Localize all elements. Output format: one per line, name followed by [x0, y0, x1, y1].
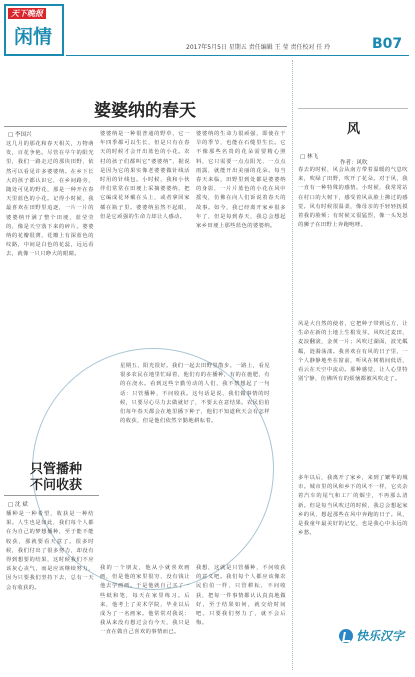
- article3-title-line2: 不问收获: [30, 478, 83, 493]
- article2-title: 风: [347, 122, 361, 137]
- article1-title: 婆婆纳的春天: [94, 101, 196, 121]
- section-brand-box: [4, 4, 64, 56]
- logo-icon: [339, 629, 353, 643]
- article3-author: □ 沈 斌: [8, 502, 28, 508]
- article1-title-rule: [4, 126, 287, 127]
- logo-text: 快乐汉字: [356, 629, 405, 643]
- article3-column-3: 我想，这就是只管播种，不问收获的意义吧。我们每个人都应该像农民伯伯一样，只管耕耘，不问收获，把每一件事情都认认真真地做好，至于结果如何，就交给时间吧。只要我们努力了，就不会后悔。: [196, 565, 286, 627]
- page-number: B07: [372, 36, 403, 52]
- article2-column-1: 春去的时候，风会从南方带着温暖的气息吹来，吹绿了田野，吹开了花朵。对于风，我一直有一种特殊的感情。小时候，我常常站在村口的大树下，感受着风从脸上拂过的感觉。风有时候很温柔，像母亲的手轻轻抚摸着我的脸颊；有时候又很猛烈，像一头发怒的狮子在田野上奔跑咆哮。: [298, 167, 408, 229]
- column-divider: [292, 60, 293, 670]
- article1-headline-bar: [4, 96, 287, 126]
- article2-column-3: 多年以后，我离开了家乡，来到了繁华的城市。城市里的风和乡下的风不一样，它夹杂着汽车的尾气和工厂的烟尘，不再那么清新。但是每当风吹过的时候，我总会想起家乡的风，想起那些在风中奔跑的日子。风，是我童年最美好的记忆，也是我心中永远的乡愁。: [298, 475, 408, 537]
- article3-title-line1: 只管播种: [30, 462, 83, 477]
- article3-column-1: 播种是一种希望，收获是一种结果。人生也是如此，我们每个人都在为自己的梦想播种，至于能不能收获，那就要看天意了。很多时候，我们付出了很多努力，却没有得到想要的结果，这时候我们不应该灰心丧气，而是应该继续努力，因为只要我们坚持下去，总有一天会有收获的。: [6, 511, 94, 591]
- kuaile-hanzi-logo: [339, 628, 405, 646]
- article3-circle-text: 星期五，阳光很好。我们一起去田野里散步。一路上，看见很多农民在地里忙碌着，他们有的在播种，有的在施肥，有的在浇水。看到这些辛勤劳动的人们，我不禁想起了一句话：只管播种，不问收获。这句话是说，我们做事情的时候，只要尽心尽力去做就好了，不要太在意结果。农民伯伯们每年春天都会在地里播下种子，他们不知道秋天会有怎样的收获，但是他们依然辛勤地耕耘着。: [120, 363, 270, 425]
- article1-column-3: 婆婆纳的生命力很顽强，即使在干旱的季节，也能在石缝里生长。它不像那些名贵的花朵需要精心照料，它只需要一点点阳光、一点点雨露，就能开出美丽的花朵。每当春天来临，田野里到处都是婆婆纳的身影，一片片蓝色的小花在风中摇曳，仿佛在向人们诉说着春天的故事。如今，我已经离开家乡很多年了，但是每到春天，我总会想起家乡田埂上那些蓝色的婆婆纳。: [196, 131, 286, 230]
- article1-column-2: 婆婆纳是一种很普通的野草，它一年四季都可以生长，但是只有在春天的时候才会开出蓝色的小花。农村的孩子们都叫它“婆婆纳”，据说是因为它的果实像老婆婆做针线活时用的针线包。小时候，我和小伙伴们常常在田埂上采摘婆婆纳，把它编成花环戴在头上，或者拿回家插在瓶子里。婆婆纳虽然不起眼，但是它顽强的生命力却让人感动。: [100, 131, 190, 220]
- header-rule: [66, 55, 409, 56]
- brand-tag: 天下晚报: [8, 8, 46, 19]
- article3-column-2: 我的一个朋友，他从小就喜欢画画，但是他的家里很穷，没有钱让他去学画画。于是他就自己买了一些纸和笔，每天在家里练习。后来，他考上了美术学院，毕业以后成为了一名画家。他常常对我说：我从来没有想过会有今天，我只是一直在做自己喜欢的事情而已。: [100, 565, 190, 636]
- article1-column-1: 这几月的那花和春天相关，万物萌发，百花争艳。尽管在早午的阳光里，我们一路走过的那块田野，依然可以看见许多婆婆纳。在乡下长大的孩子都认识它，在乡间路旁，随处可见的野花，那是一种开在春天里蓝色的小花。记得小时候，我最喜欢在田野里追逐，一片一片的婆婆纳开满了整个田埂，蓝莹莹的，像是天空落下来的碎片。婆婆纳的花瓣很薄，花瓣上有深蓝色的纹路，中间是白色的花蕊，远远看去，就像一只只睁大的眼睛。: [6, 141, 94, 258]
- article2-column-2: 风是大自然的使者，它把种子带到远方，让生命在新的土地上生根发芽。风吹过麦田，麦浪翻滚，金黄一片；风吹过湖面，波光粼粼，涟漪荡漾。我喜欢在有风的日子里，一个人静静地坐在窗前，听风在树梢间低语，看云在天空中流动。那种感觉，让人心里特别宁静，仿佛所有的烦恼都被风吹走了。: [298, 321, 408, 383]
- article3-title-rule: [4, 495, 99, 496]
- article1-author: □ 李国兴: [8, 132, 32, 138]
- page-header-info: 2017年5月5日 星期五 责任编辑 王 莹 责任校对 任 玲: [186, 44, 331, 51]
- article2-author: □ 林飞: [300, 154, 318, 160]
- article2-byline: 作者：风吹: [340, 160, 368, 166]
- section-name: 闲情: [14, 26, 53, 48]
